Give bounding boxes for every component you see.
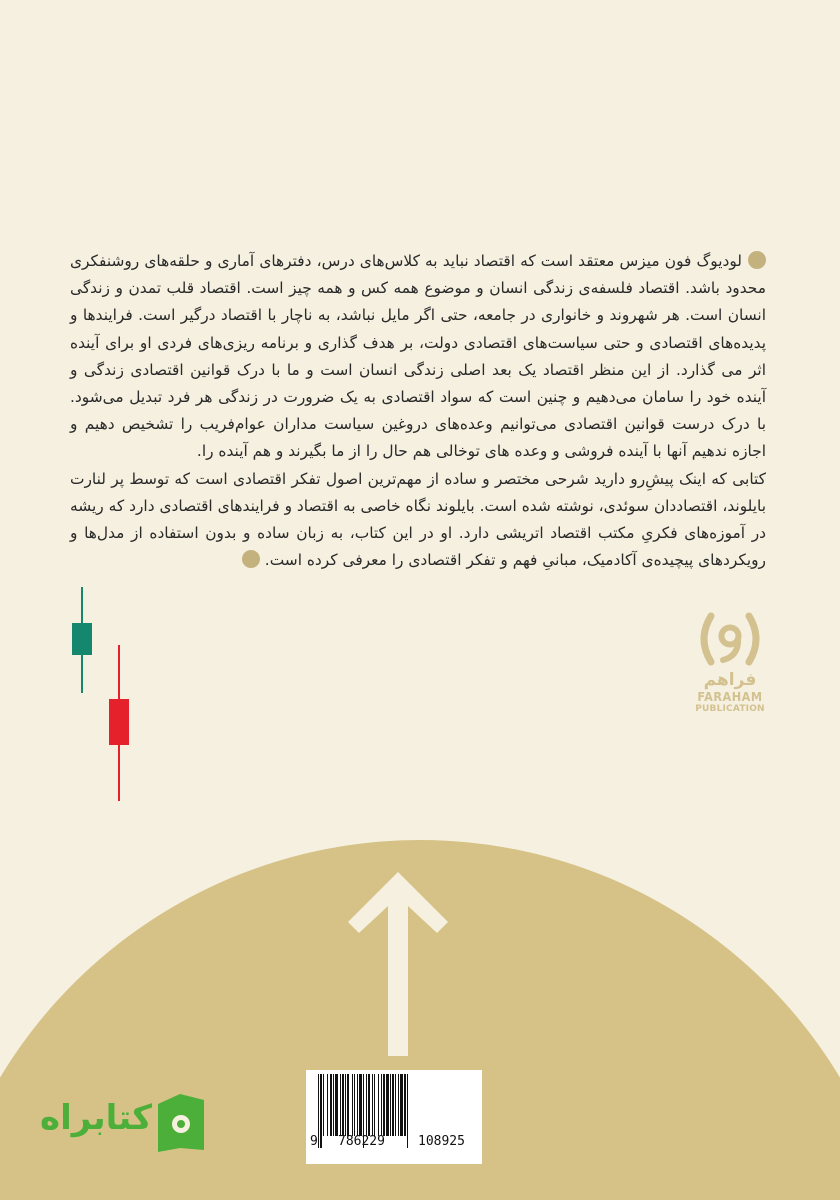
barcode-bar <box>335 1074 338 1136</box>
barcode-bar <box>330 1074 332 1136</box>
ketabrah-wordmark: کتابراه <box>40 1098 153 1138</box>
bullet-circle-end-icon <box>242 550 260 568</box>
barcode-bar <box>342 1074 344 1136</box>
barcode-bar <box>368 1074 370 1136</box>
barcode-bar <box>340 1074 341 1136</box>
blurb-paragraph-2 <box>70 466 766 575</box>
barcode-bar <box>372 1074 373 1136</box>
barcode-bar <box>318 1074 319 1148</box>
publisher-name-fa: فراهم <box>703 670 757 690</box>
barcode-bar <box>366 1074 367 1136</box>
teal-candlestick-icon <box>72 587 92 693</box>
barcode-bar <box>383 1074 385 1136</box>
barcode-bar <box>407 1074 408 1148</box>
barcode-bar <box>398 1074 399 1136</box>
barcode-bar <box>323 1074 324 1136</box>
barcode-bar <box>395 1074 396 1136</box>
barcode-bar <box>357 1074 358 1136</box>
blurb-paragraph-2-text: کتابی که اینک پیش‌ِرو دارید شرحی مختصر و ساده از مهم‌ترین اصول تفکر اقتصادی است که توسط پر لنارت بایلوند، اقتصاددان سوئدی، نوشته شده است. بایلوند نگاه خاصی به اقتصاد و فرایندهای اقتصادی دارد که ریشه در آموزه‌های فکریِ مکتب اقتصاد اتریشی دارد. او در این کتاب، به زبان ساده و بدون استفاده از مدل‌ها و رویکردهای پیچیده‌ی آکادمیک، مبانیِ فهم و تفکر اقتصادی را معرفی کرده است. <box>70 469 766 570</box>
barcode-bar <box>381 1074 382 1136</box>
publisher-logo <box>688 610 772 714</box>
barcode-bars <box>306 1070 482 1164</box>
publisher-subtitle-en: PUBLICATION <box>695 704 765 714</box>
barcode-bar <box>390 1074 391 1136</box>
barcode-bar <box>347 1074 349 1136</box>
barcode-bar <box>392 1074 394 1136</box>
blurb-paragraph-1-text: لودیوگ فون میزس معتقد است که اقتصاد نباید به کلاس‌های درس، دفترهای آماری و حلقه‌های روشنفکری محدود باشد. اقتصاد فلسفه‌ی زندگی انسان و موضوع همه کس و همه چیز است. اقتصاد قلب تمدن و زندگی انسان است. هر شهروند و خانواری در جامعه، حتی اگر مایل نباشد، به ناچار با اقتصاد درگیر است. فرایندها و پدیده‌های اقتصادی و حتی سیاست‌های اقتصادی دولت، بر هدف گذاری و برنامه ریزی‌های فردی او برای آینده اثر می گذارد. از این منظر اقتصاد یک بعد اصلی زندگی انسان است و ما با درک قوانین اقتصادی زندگی و آینده خود را سامان می‌دهیم و چنین است که سواد اقتصادی به یک ضرورت در زندگی هر فرد تبدیل می‌شود. با درک درست قوانین اقتصادی می‌توانیم وعده‌های دروغین سیاست مداران عوام‌فریب را تشخیص دهیم و اجازه ندهیم آنها با آینده فروشی و وعده های توخالی هم حال را از ما بگیرند و هم آینده را. <box>70 252 766 461</box>
isbn-group-1: 786229 <box>338 1134 385 1149</box>
blurb-paragraph-1 <box>70 248 766 466</box>
ketabrah-logo <box>40 1090 210 1156</box>
barcode-bar <box>352 1074 353 1136</box>
isbn-group-2: 108925 <box>418 1134 465 1149</box>
barcode-bar <box>386 1074 389 1136</box>
bullet-circle-icon <box>748 251 766 269</box>
barcode-bar <box>327 1074 328 1136</box>
back-cover-blurb <box>70 248 766 574</box>
ketabrah-book-icon <box>150 1090 210 1156</box>
isbn-lead-digit: 9 <box>310 1134 318 1149</box>
barcode-bar <box>354 1074 355 1136</box>
red-candlestick-icon <box>109 645 129 801</box>
barcode-bar <box>359 1074 362 1136</box>
barcode-bar <box>374 1074 375 1136</box>
barcode-bar <box>333 1074 334 1136</box>
faraham-emblem-icon <box>693 610 767 668</box>
barcode-bar <box>400 1074 403 1136</box>
isbn-barcode <box>306 1070 482 1164</box>
barcode-bar <box>320 1074 322 1148</box>
publisher-name-en: FARAHAM <box>697 689 763 704</box>
barcode-bar <box>404 1074 406 1136</box>
barcode-bar <box>345 1074 346 1136</box>
barcode-bar <box>378 1074 379 1136</box>
